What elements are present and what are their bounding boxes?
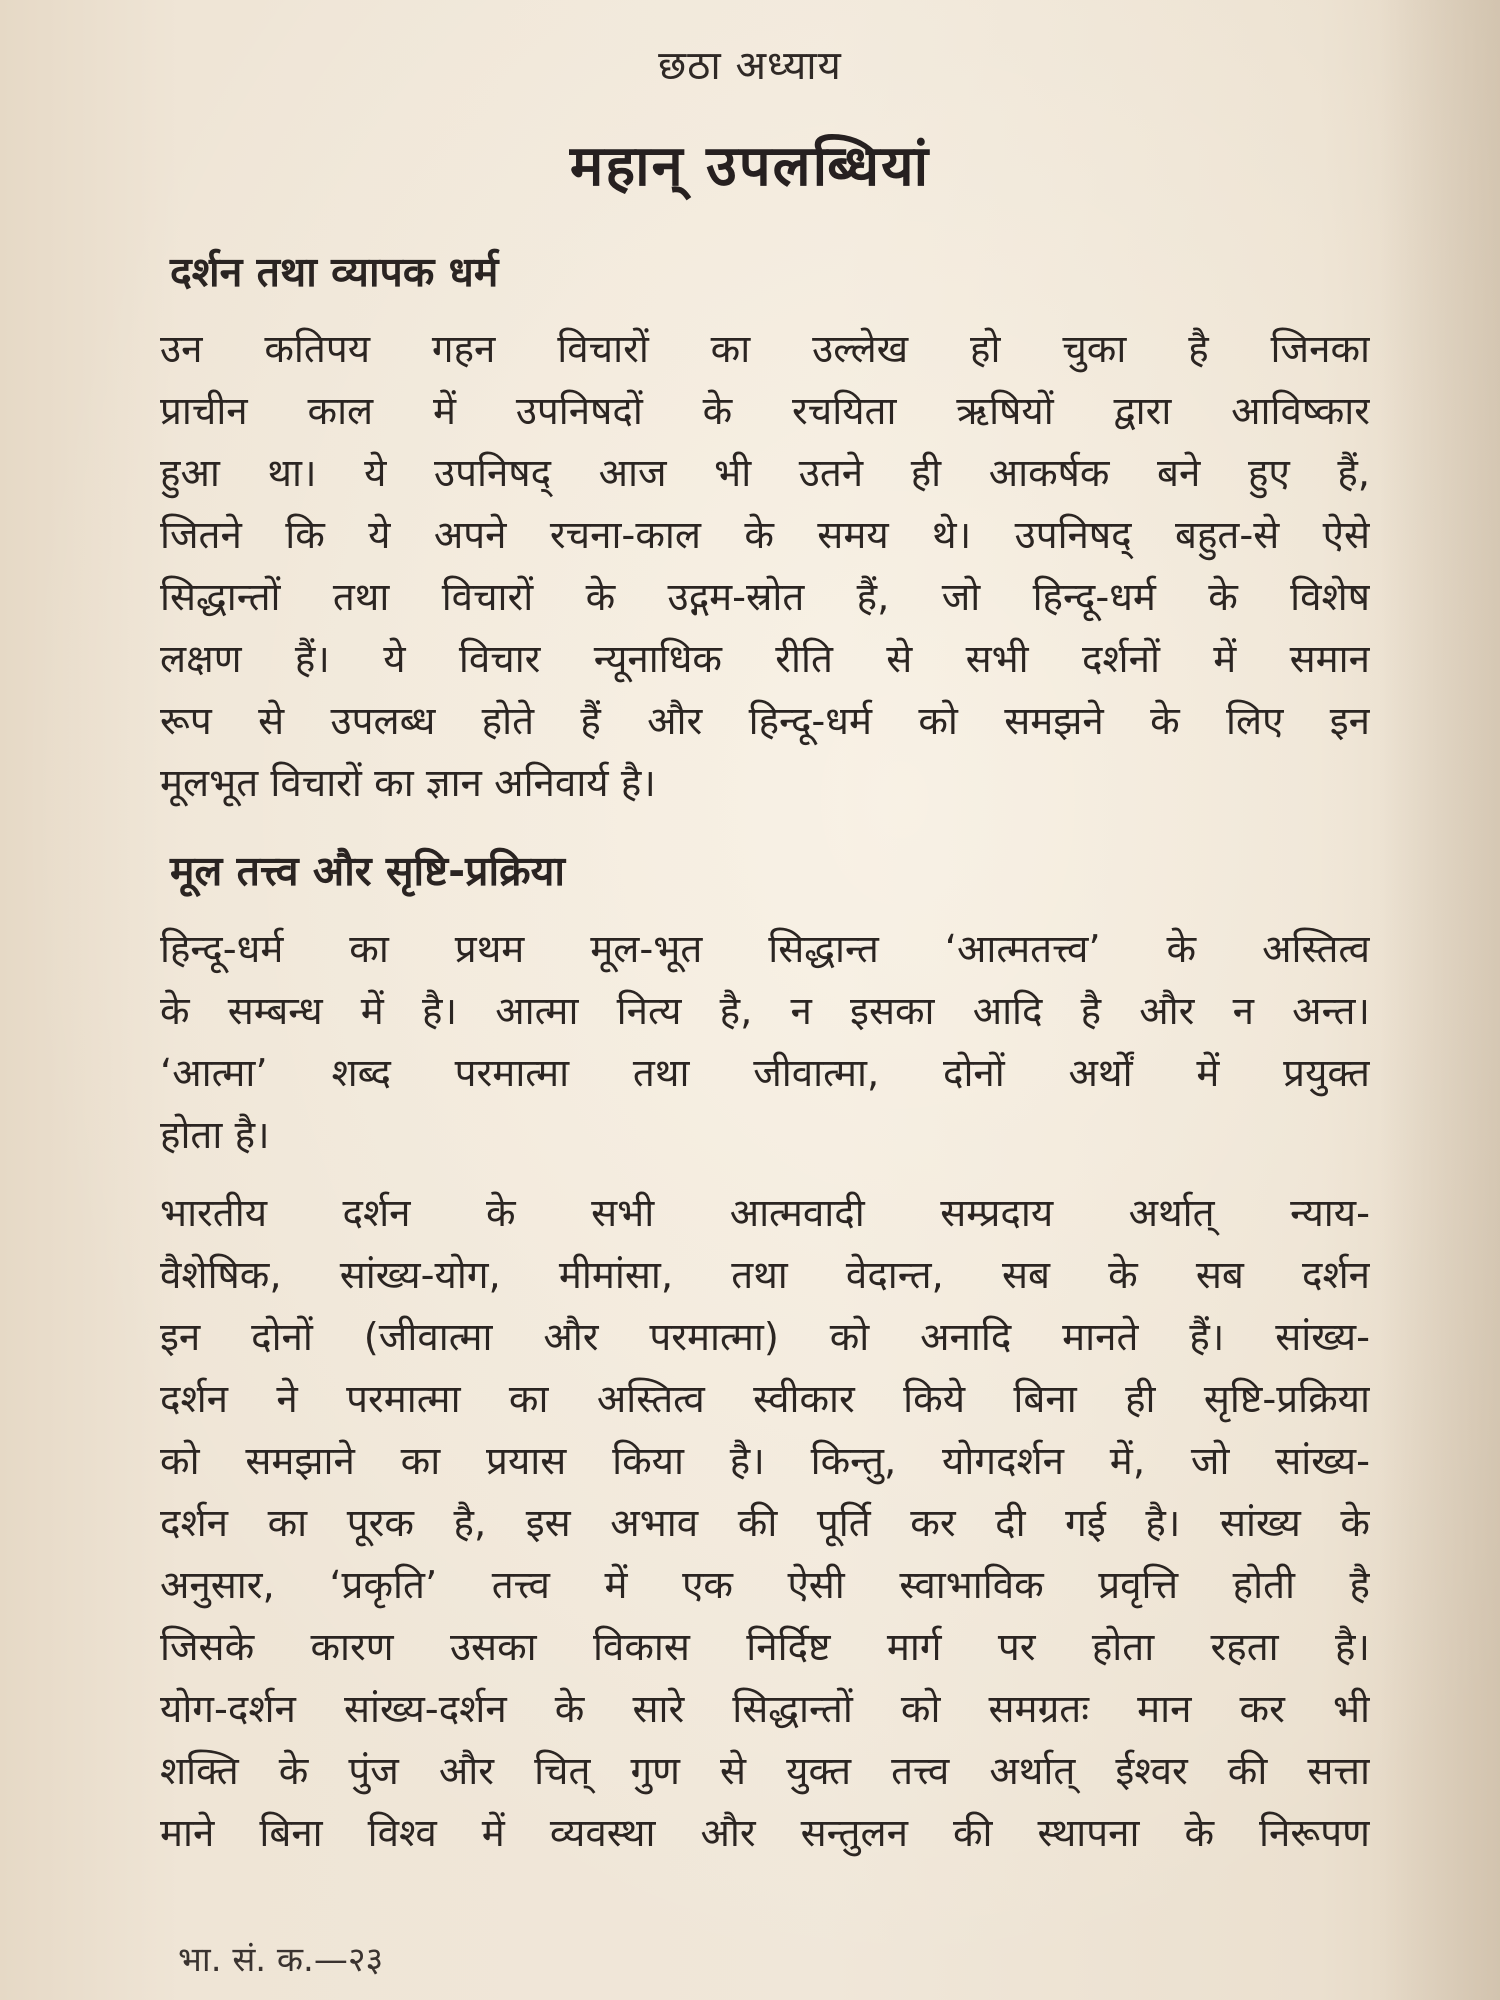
chapter-title: महान् उपलब्धियां <box>569 134 931 199</box>
text-line: रूप से उपलब्ध होते हैं और हिन्दू-धर्म को समझने के लिए इन <box>160 699 1370 745</box>
text-line: वैशेषिक, सांख्य-योग, मीमांसा, तथा वेदान्त, सब के सब दर्शन <box>160 1252 1370 1298</box>
section-heading-darshan: दर्शन तथा व्यापक धर्म <box>170 248 499 296</box>
text-line: मूलभूत विचारों का ज्ञान अनिवार्य है। <box>160 761 656 807</box>
paragraph-upanishad-ideas <box>160 319 1370 815</box>
page-body <box>160 246 1370 1881</box>
text-line: को समझाने का प्रयास किया है। किन्तु, योगदर्शन में, जो सांख्य- <box>160 1438 1370 1484</box>
paragraph-darshan-schools <box>160 1183 1370 1865</box>
text-line: जिसके कारण उसका विकास निर्दिष्ट मार्ग पर होता रहता है। <box>160 1624 1370 1670</box>
chapter-label: छठा अध्याय <box>658 43 842 89</box>
text-line: लक्षण हैं। ये विचार न्यूनाधिक रीति से सभी दर्शनों में समान <box>160 637 1370 683</box>
text-line: के सम्बन्ध में है। आत्मा नित्य है, न इसका आदि है और न अन्त। <box>160 988 1370 1034</box>
text-line: दर्शन ने परमात्मा का अस्तित्व स्वीकार किये बिना ही सृष्टि-प्रक्रिया <box>160 1376 1370 1422</box>
text-line: सिद्धान्तों तथा विचारों के उद्गम-स्रोत हैं, जो हिन्दू-धर्म के विशेष <box>160 575 1370 621</box>
text-line: प्राचीन काल में उपनिषदों के रचयिता ऋषियों द्वारा आविष्कार <box>160 389 1370 435</box>
text-line: दर्शन का पूरक है, इस अभाव की पूर्ति कर दी गई है। सांख्य के <box>160 1500 1370 1546</box>
text-line: उन कतिपय गहन विचारों का उल्लेख हो चुका है जिनका <box>160 327 1370 373</box>
signature-mark: भा. सं. क.—२३ <box>178 1940 384 1980</box>
text-line: हिन्दू-धर्म का प्रथम मूल-भूत सिद्धान्त ‘आत्मतत्त्व’ के अस्तित्व <box>160 926 1370 972</box>
text-line: योग-दर्शन सांख्य-दर्शन के सारे सिद्धान्तों को समग्रतः मान कर भी <box>160 1686 1370 1732</box>
text-line: अनुसार, ‘प्रकृति’ तत्त्व में एक ऐसी स्वाभाविक प्रवृत्ति होती है <box>160 1562 1370 1608</box>
paragraph-atma-tattva <box>160 919 1370 1167</box>
text-line: इन दोनों (जीवात्मा और परमात्मा) को अनादि मानते हैं। सांख्य- <box>160 1314 1370 1360</box>
text-line: होता है। <box>160 1112 270 1158</box>
text-line: हुआ था। ये उपनिषद् आज भी उतने ही आकर्षक बने हुए हैं, <box>160 451 1370 497</box>
text-line: जितने कि ये अपने रचना-काल के समय थे। उपनिषद् बहुत-से ऐसे <box>160 513 1370 559</box>
section-heading-mool-tattva: मूल तत्त्व और सृष्टि-प्रक्रिया <box>170 847 565 896</box>
text-line: शक्ति के पुंज और चित् गुण से युक्त तत्त्व अर्थात् ईश्वर की सत्ता <box>160 1748 1370 1794</box>
text-line: माने बिना विश्व में व्यवस्था और सन्तुलन की स्थापना के निरूपण <box>160 1810 1370 1856</box>
text-line: भारतीय दर्शन के सभी आत्मवादी सम्प्रदाय अर्थात् न्याय- <box>160 1190 1370 1236</box>
text-line: ‘आत्मा’ शब्द परमात्मा तथा जीवात्मा, दोनों अर्थों में प्रयुक्त <box>160 1050 1370 1096</box>
page-edge-shadow <box>1380 0 1500 2000</box>
